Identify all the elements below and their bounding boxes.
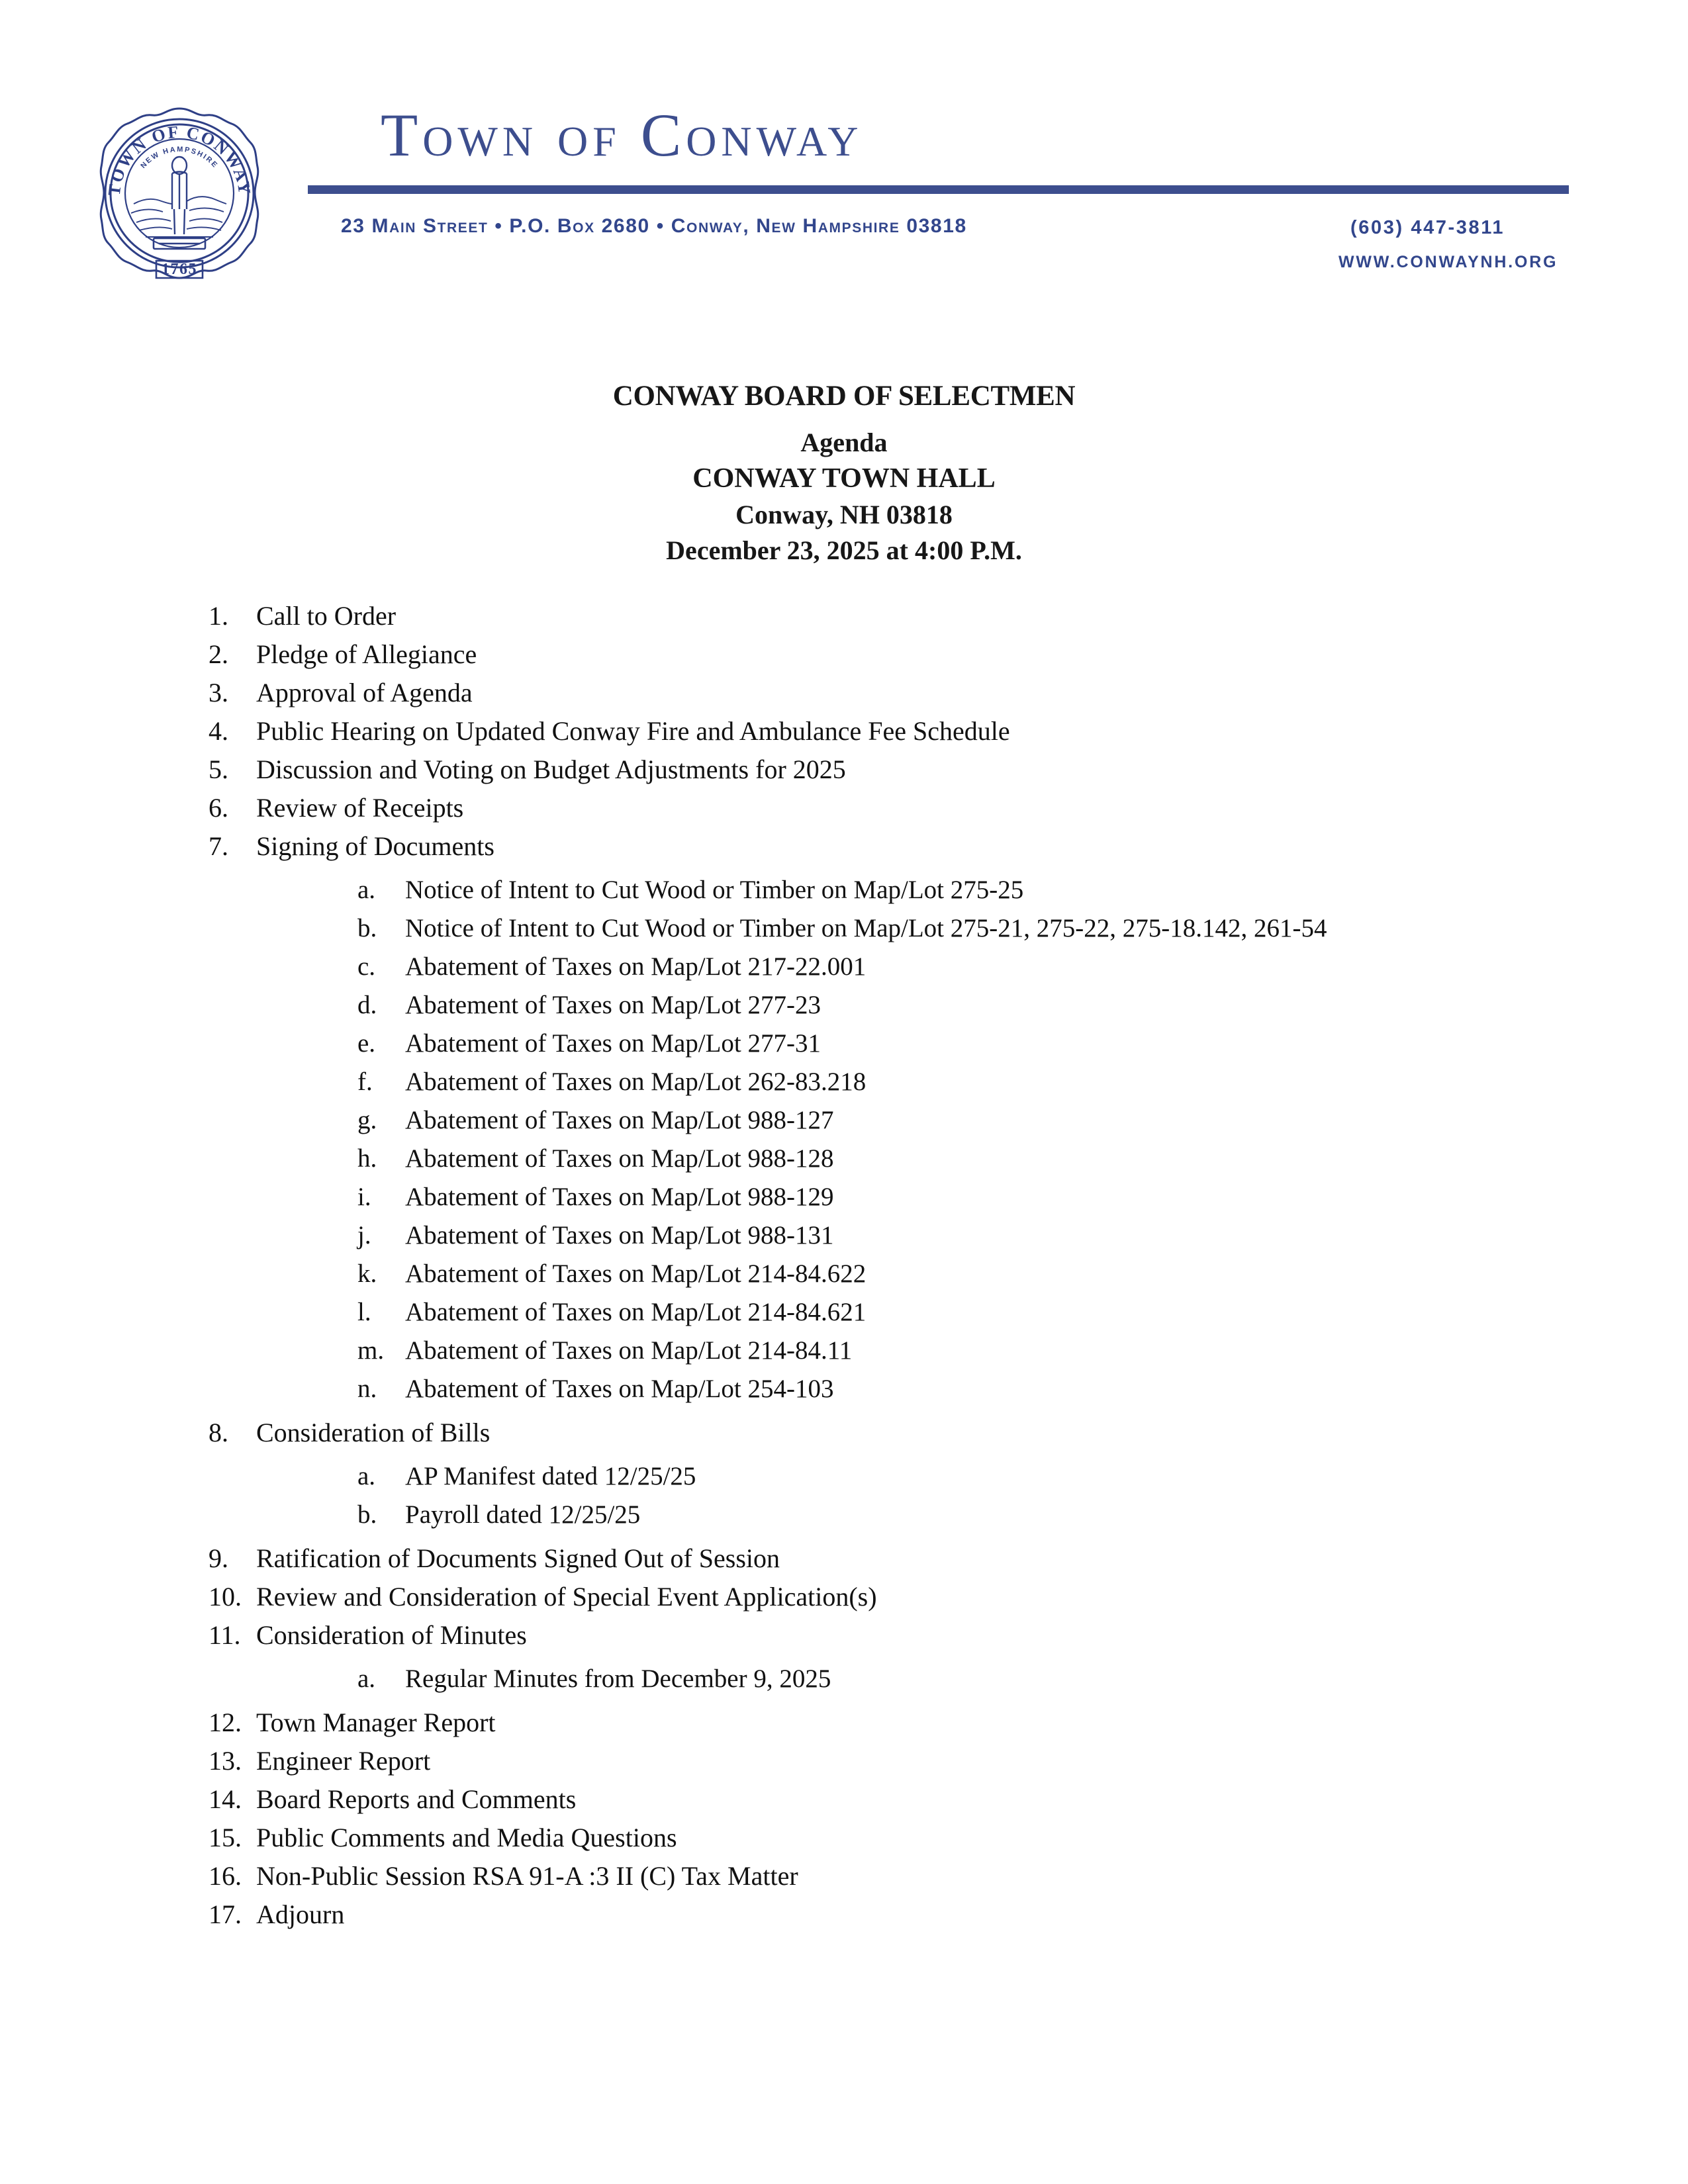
agenda-subitem <box>0 911 1688 946</box>
heading-city-state-zip: Conway, NH 03818 <box>735 500 953 529</box>
agenda-item-label: Notice of Intent to Cut Wood or Timber on Map/Lot 275-21, 275-22, 275-18.142, 261-54 <box>405 914 1327 942</box>
agenda-item-label: Consideration of Bills <box>256 1418 491 1447</box>
agenda-item-marker: h. <box>357 1144 377 1173</box>
agenda-item-marker: l. <box>357 1298 371 1326</box>
agenda-item-label: Abatement of Taxes on Map/Lot 214-84.622 <box>405 1259 867 1288</box>
agenda-row-spacer <box>0 1532 1688 1541</box>
agenda-item-marker: 1. <box>209 601 228 631</box>
letterhead <box>0 0 1688 311</box>
agenda-item-marker: a. <box>357 876 376 904</box>
agenda-item <box>0 1541 1688 1576</box>
svg-text:TOWN OF CONWAY: TOWN OF CONWAY <box>104 122 255 197</box>
agenda-item <box>0 599 1688 633</box>
agenda-item-marker: i. <box>357 1183 371 1211</box>
agenda-item-label: Discussion and Voting on Budget Adjustments for 2025 <box>256 754 846 784</box>
svg-text:NEW HAMPSHIRE: NEW HAMPSHIRE <box>139 145 220 170</box>
agenda-item-label: AP Manifest dated 12/25/25 <box>405 1462 696 1490</box>
agenda-item-label: Approval of Agenda <box>256 678 473 707</box>
agenda-item-marker: 3. <box>209 678 228 707</box>
heading-datetime: December 23, 2025 at 4:00 P.M. <box>666 535 1022 565</box>
letterhead-address: 23 Main Street • P.O. Box 2680 • Conway, New Hampshire 03818 <box>341 215 967 237</box>
agenda-subitem <box>0 1257 1688 1291</box>
agenda-item <box>0 637 1688 672</box>
agenda-item-marker: 4. <box>209 716 228 746</box>
agenda-item <box>0 829 1688 864</box>
agenda-subitem <box>0 1218 1688 1253</box>
agenda-item <box>0 1580 1688 1614</box>
agenda-item-marker: 10. <box>209 1582 242 1612</box>
agenda-item <box>0 752 1688 787</box>
agenda-item-label: Board Reports and Comments <box>256 1784 577 1814</box>
letterhead-phone: (603) 447-3811 <box>1350 217 1505 238</box>
agenda-item-label: Abatement of Taxes on Map/Lot 277-23 <box>405 991 821 1019</box>
agenda-item-marker: j. <box>357 1221 371 1250</box>
agenda-item-marker: 11. <box>209 1620 241 1650</box>
agenda-subitem <box>0 873 1688 907</box>
agenda-item <box>0 1416 1688 1450</box>
heading-doc-type: Agenda <box>800 428 888 457</box>
agenda-item <box>0 1744 1688 1778</box>
agenda-item-marker: 14. <box>209 1784 242 1814</box>
agenda-item-label: Review and Consideration of Special Event Application(s) <box>256 1582 877 1612</box>
agenda-subitem <box>0 1180 1688 1214</box>
agenda-item-label: Abatement of Taxes on Map/Lot 262-83.218 <box>405 1068 867 1096</box>
agenda-subitem <box>0 1065 1688 1099</box>
agenda-item-label: Abatement of Taxes on Map/Lot 254-103 <box>405 1375 834 1403</box>
agenda-item-label: Abatement of Taxes on Map/Lot 214-84.11 <box>405 1336 853 1365</box>
agenda-item-marker: g. <box>357 1106 377 1134</box>
agenda-item-marker: 5. <box>209 754 228 784</box>
agenda-item-marker: 9. <box>209 1543 228 1573</box>
agenda-item-label: Signing of Documents <box>256 831 494 861</box>
agenda-subitem <box>0 1334 1688 1368</box>
agenda-subitem <box>0 1142 1688 1176</box>
document-heading-block <box>0 377 1688 569</box>
agenda-row-spacer <box>0 1450 1688 1459</box>
agenda-subitem <box>0 1103 1688 1138</box>
agenda-item-label: Consideration of Minutes <box>256 1620 527 1650</box>
agenda-item-marker: f. <box>357 1068 373 1096</box>
agenda-item <box>0 1897 1688 1932</box>
agenda-item-label: Abatement of Taxes on Map/Lot 988-131 <box>405 1221 834 1250</box>
agenda-item <box>0 1821 1688 1855</box>
agenda-item-marker: c. <box>357 952 376 981</box>
agenda-item <box>0 1706 1688 1740</box>
agenda-item-label: Review of Receipts <box>256 793 464 823</box>
agenda-item <box>0 791 1688 825</box>
letterhead-website: WWW.CONWAYNH.ORG <box>1338 253 1558 271</box>
agenda-item <box>0 714 1688 749</box>
agenda-subitem <box>0 1372 1688 1406</box>
heading-venue: CONWAY TOWN HALL <box>692 463 996 494</box>
agenda-row-spacer <box>0 1696 1688 1706</box>
agenda-list <box>0 599 1688 1932</box>
agenda-item-label: Public Comments and Media Questions <box>256 1823 677 1852</box>
agenda-item-marker: n. <box>357 1375 377 1403</box>
agenda-item-label: Ratification of Documents Signed Out of Session <box>256 1543 780 1573</box>
agenda-subitem <box>0 1498 1688 1532</box>
agenda-row-spacer <box>0 1406 1688 1416</box>
agenda-item-marker: a. <box>357 1462 376 1490</box>
agenda-item-label: Town Manager Report <box>256 1707 496 1737</box>
agenda-item-marker: k. <box>357 1259 377 1288</box>
agenda-item-label: Abatement of Taxes on Map/Lot 988-129 <box>405 1183 834 1211</box>
agenda-item-marker: 8. <box>209 1418 228 1447</box>
agenda-subitem <box>0 950 1688 984</box>
agenda-subitem <box>0 1662 1688 1696</box>
agenda-subitem <box>0 988 1688 1023</box>
agenda-item-label: Notice of Intent to Cut Wood or Timber on Map/Lot 275-25 <box>405 876 1024 904</box>
agenda-item-label: Abatement of Taxes on Map/Lot 214-84.621 <box>405 1298 867 1326</box>
agenda-item-label: Abatement of Taxes on Map/Lot 277-31 <box>405 1029 821 1058</box>
heading-board-name: CONWAY BOARD OF SELECTMEN <box>612 381 1076 412</box>
agenda-item-marker: 17. <box>209 1899 242 1929</box>
agenda-item-marker: a. <box>357 1664 376 1693</box>
agenda-item <box>0 1859 1688 1893</box>
letterhead-divider-rule <box>308 185 1569 194</box>
agenda-subitem <box>0 1026 1688 1061</box>
svg-text:1765: 1765 <box>162 261 197 278</box>
agenda-item-label: Engineer Report <box>256 1746 431 1776</box>
agenda-item-marker: 13. <box>209 1746 242 1776</box>
agenda-item-label: Pledge of Allegiance <box>256 639 477 669</box>
agenda-item-marker: m. <box>357 1336 385 1365</box>
agenda-subitem <box>0 1295 1688 1330</box>
agenda-item-label: Call to Order <box>256 601 397 631</box>
heading-spacer <box>0 416 1688 425</box>
agenda-item-label: Abatement of Taxes on Map/Lot 988-127 <box>405 1106 834 1134</box>
agenda-item-marker: e. <box>357 1029 376 1058</box>
agenda-item-marker: 15. <box>209 1823 242 1852</box>
agenda-item-marker: d. <box>357 991 377 1019</box>
letterhead-org-title: Town of Conway <box>381 101 863 169</box>
agenda-item <box>0 676 1688 710</box>
agenda-row-spacer <box>0 864 1688 873</box>
agenda-item-label: Regular Minutes from December 9, 2025 <box>405 1664 831 1693</box>
agenda-item-marker: 12. <box>209 1707 242 1737</box>
agenda-item-label: Adjourn <box>256 1899 345 1929</box>
agenda-item <box>0 1782 1688 1817</box>
agenda-item-label: Payroll dated 12/25/25 <box>405 1500 641 1529</box>
agenda-item-marker: 16. <box>209 1861 242 1891</box>
agenda-item-marker: b. <box>357 914 377 942</box>
town-seal-icon <box>93 105 266 291</box>
agenda-item <box>0 1618 1688 1653</box>
agenda-item-marker: 2. <box>209 639 228 669</box>
agenda-row-spacer <box>0 1653 1688 1662</box>
agenda-item-label: Non-Public Session RSA 91-A :3 II (C) Tax Matter <box>256 1861 798 1891</box>
agenda-item-marker: 6. <box>209 793 228 823</box>
agenda-item-marker: b. <box>357 1500 377 1529</box>
agenda-item-label: Abatement of Taxes on Map/Lot 217-22.001 <box>405 952 867 981</box>
agenda-item-label: Abatement of Taxes on Map/Lot 988-128 <box>405 1144 834 1173</box>
agenda-subitem <box>0 1459 1688 1494</box>
agenda-item-label: Public Hearing on Updated Conway Fire and Ambulance Fee Schedule <box>256 716 1010 746</box>
agenda-item-marker: 7. <box>209 831 228 861</box>
